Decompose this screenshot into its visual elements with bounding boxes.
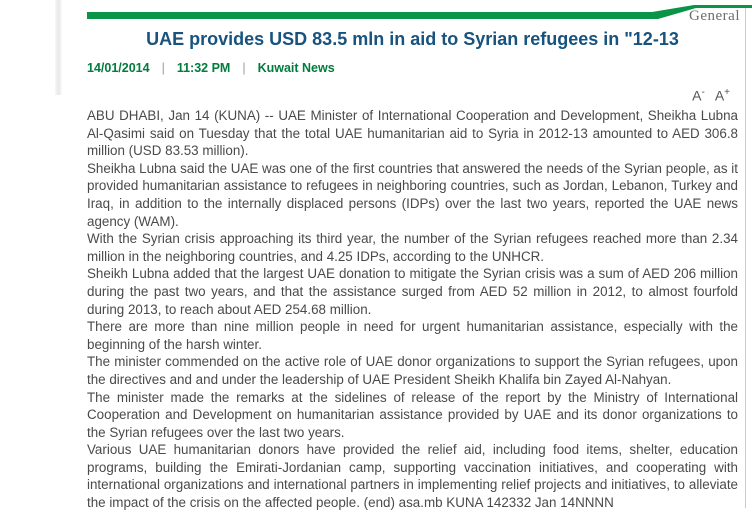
article-paragraph: There are more than nine million people in need for urgent humanitarian assistance, especially with the beginning of the harsh winter. [87,319,738,352]
article-source: Kuwait News [257,61,335,75]
article-paragraph: The minister made the remarks at the sidelines of release of the report by the Ministry of International Cooperation and Development on humanitarian assistance provided by UAE and its donor organizations to the Syrian refugees over the last two years. [87,389,738,440]
meta-separator: | [161,61,165,75]
article-paragraph: ABU DHABI, Jan 14 (KUNA) -- UAE Minister of International Cooperation and Development, Sheikha Lubna Al-Qasimi said on Tuesday that the total UAE humanitarian aid to Syria in 2012-13 amounted to AED 306.8 million (USD 83.53 million). [87,108,738,159]
font-decrease-button[interactable] [692,87,705,104]
article-paragraph: With the Syrian crisis approaching its third year, the number of the Syrian refugees reached more than 2.34 million in the neighboring countries, and 4.25 IDPs, according to the UNHCR. [87,231,738,264]
article-meta [87,61,335,75]
font-size-controls [692,87,730,104]
article-date: 14/01/2014 [87,61,150,75]
meta-separator: | [242,61,246,75]
font-decrease-label: A [692,87,702,104]
font-increase-button[interactable] [715,87,730,104]
article-paragraph: The minister commended on the active role of UAE donor organizations to support the Syrian refugees, upon the directives and and under the leadership of UAE President Sheikh Khalifa bin Zayed Al-Nahyan. [87,354,738,387]
font-increase-label: A [714,87,725,104]
font-decrease-sup: - [701,87,705,98]
article-paragraph: Various UAE humanitarian donors have provided the relief aid, including food items, shelter, education programs, building the Emirati-Jordanian camp, supporting vaccination initiatives, and cooperating with international organizations and international partners in implementing relief projects and initiatives, to alleviate the impact of the crisis on the affected people. (end) asa.mb KUNA 142332 Jan 14NNNN [87,442,738,511]
article-paragraph: Sheikha Lubna said the UAE was one of the first countries that answered the needs of the Syrian people, as it provided humanitarian assistance to refugees in neighboring countries, such as Jordan, Lebanon, Turkey and Iraq, in addition to the internally displaced persons (IDPs) over the last two years, reported the UAE news agency (WAM). [87,160,738,229]
content-right-border [745,5,746,508]
article-headline: UAE provides USD 83.5 mln in aid to Syrian refugees in "12-13 [146,29,679,49]
article-paragraph: Sheikh Lubna added that the largest UAE donation to mitigate the Syrian crisis was a sum of AED 206 million during the past two years, and that the assistance surged from AED 52 million in 2012, to almost fourfold during 2013, to reach about AED 254.68 million. [87,266,738,317]
font-increase-sup: + [724,87,730,98]
article-time: 11:32 PM [176,61,231,75]
article-body [87,107,738,512]
section-ribbon [0,0,752,24]
tab-general[interactable]: General [689,8,740,24]
